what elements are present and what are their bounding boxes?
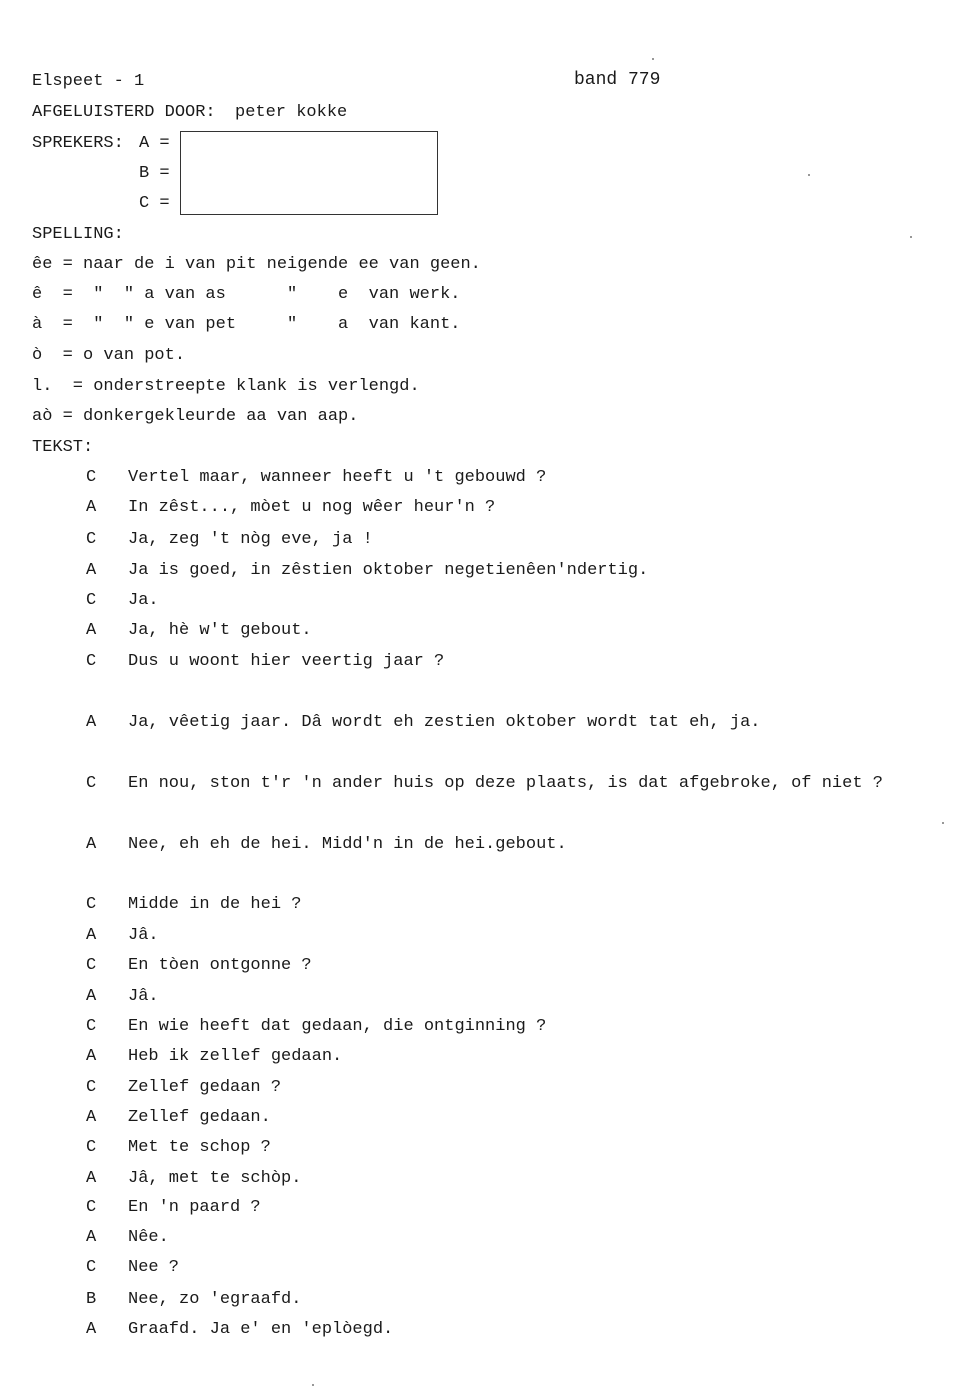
speaker-b-label: B = [139,164,170,183]
dialogue-line: En wie heeft dat gedaan, die ontginning ? [128,1017,547,1036]
dialogue-line: Graafd. Ja e' en 'eplòegd. [128,1320,394,1339]
speaker-tag: C [86,956,97,975]
speaker-tag: A [86,926,97,945]
dialogue-line: Ja. [128,591,159,610]
dialogue-line: Vertel maar, wanneer heeft u 't gebouwd ? [128,468,547,487]
dialogue-line: Zellef gedaan. [128,1108,271,1127]
tekst-label: TEKST: [32,438,94,457]
speaker-tag: A [86,561,97,580]
dialogue-line: Heb ik zellef gedaan. [128,1047,343,1066]
speaker-tag: C [86,1017,97,1036]
dialogue-line: Dus u woont hier veertig jaar ? [128,652,445,671]
speaker-tag: A [86,1228,97,1247]
scan-speck [808,174,810,176]
dialogue-line: En tòen ontgonne ? [128,956,312,975]
band-number: band 779 [574,70,661,90]
speaker-tag: C [86,1198,97,1217]
dialogue-line: Midde in de hei ? [128,895,302,914]
dialogue-line: Nêe. [128,1228,169,1247]
dialogue-line: Jâ. [128,987,159,1006]
scan-speck [942,822,944,824]
speaker-tag: C [86,1078,97,1097]
dialogue-line: Zellef gedaan ? [128,1078,282,1097]
speaker-tag: A [86,1320,97,1339]
speaker-tag: A [86,1169,97,1188]
dialogue-line: Met te schop ? [128,1138,271,1157]
speaker-tag: A [86,498,97,517]
speaker-tag: C [86,591,97,610]
scan-speck [910,236,912,238]
dialogue-line: Jâ, met te schòp. [128,1169,302,1188]
dialogue-line: Nee, eh eh de hei. Midd'n in de hei.gebout. [128,835,567,854]
scan-speck [652,58,654,60]
dialogue-line: Ja, vêetig jaar. Dâ wordt eh zestien oktober wordt tat eh, ja. [128,713,761,732]
document-title: Elspeet - 1 [32,72,145,91]
listened-by-name: peter kokke [235,103,348,122]
scan-speck [312,1384,314,1386]
speaker-a-label: A = [139,134,170,153]
dialogue-line: Ja is goed, in zêstien oktober negetienêen'ndertig. [128,561,649,580]
speakers-box [180,131,438,215]
speaker-tag: C [86,530,97,549]
spelling-row: ê = " " a van as " e van werk. [32,285,461,304]
dialogue-line: In zêst..., mòet u nog wêer heur'n ? [128,498,496,517]
spelling-row: à = " " e van pet " a van kant. [32,315,461,334]
speaker-tag: C [86,468,97,487]
dialogue-line: En 'n paard ? [128,1198,261,1217]
spelling-row: ò = o van pot. [32,346,186,365]
speaker-tag: A [86,713,97,732]
speaker-tag: C [86,895,97,914]
dialogue-line: En nou, ston t'r 'n ander huis op deze plaats, is dat afgebroke, of niet ? [128,774,883,793]
spelling-row: l. = onderstreepte klank is verlengd. [32,377,420,396]
dialogue-line: Nee, zo 'egraafd. [128,1290,302,1309]
dialogue-line: Ja, zeg 't nòg eve, ja ! [128,530,373,549]
speaker-tag: C [86,774,97,793]
speaker-c-label: C = [139,194,170,213]
speaker-tag: A [86,621,97,640]
dialogue-line: Jâ. [128,926,159,945]
spelling-row: aò = donkergekleurde aa van aap. [32,407,359,426]
speaker-tag: C [86,1258,97,1277]
spelling-row: êe = naar de i van pit neigende ee van geen. [32,255,481,274]
dialogue-line: Nee ? [128,1258,180,1277]
speaker-tag: C [86,1138,97,1157]
speaker-tag: B [86,1290,97,1309]
speaker-tag: A [86,835,97,854]
speaker-tag: A [86,1047,97,1066]
speakers-label: SPREKERS: [32,134,124,153]
speaker-tag: C [86,652,97,671]
dialogue-line: Ja, hè w't gebout. [128,621,312,640]
speaker-tag: A [86,987,97,1006]
spelling-label: SPELLING: [32,225,124,244]
speaker-tag: A [86,1108,97,1127]
listened-by-label: AFGELUISTERD DOOR: [32,103,216,122]
